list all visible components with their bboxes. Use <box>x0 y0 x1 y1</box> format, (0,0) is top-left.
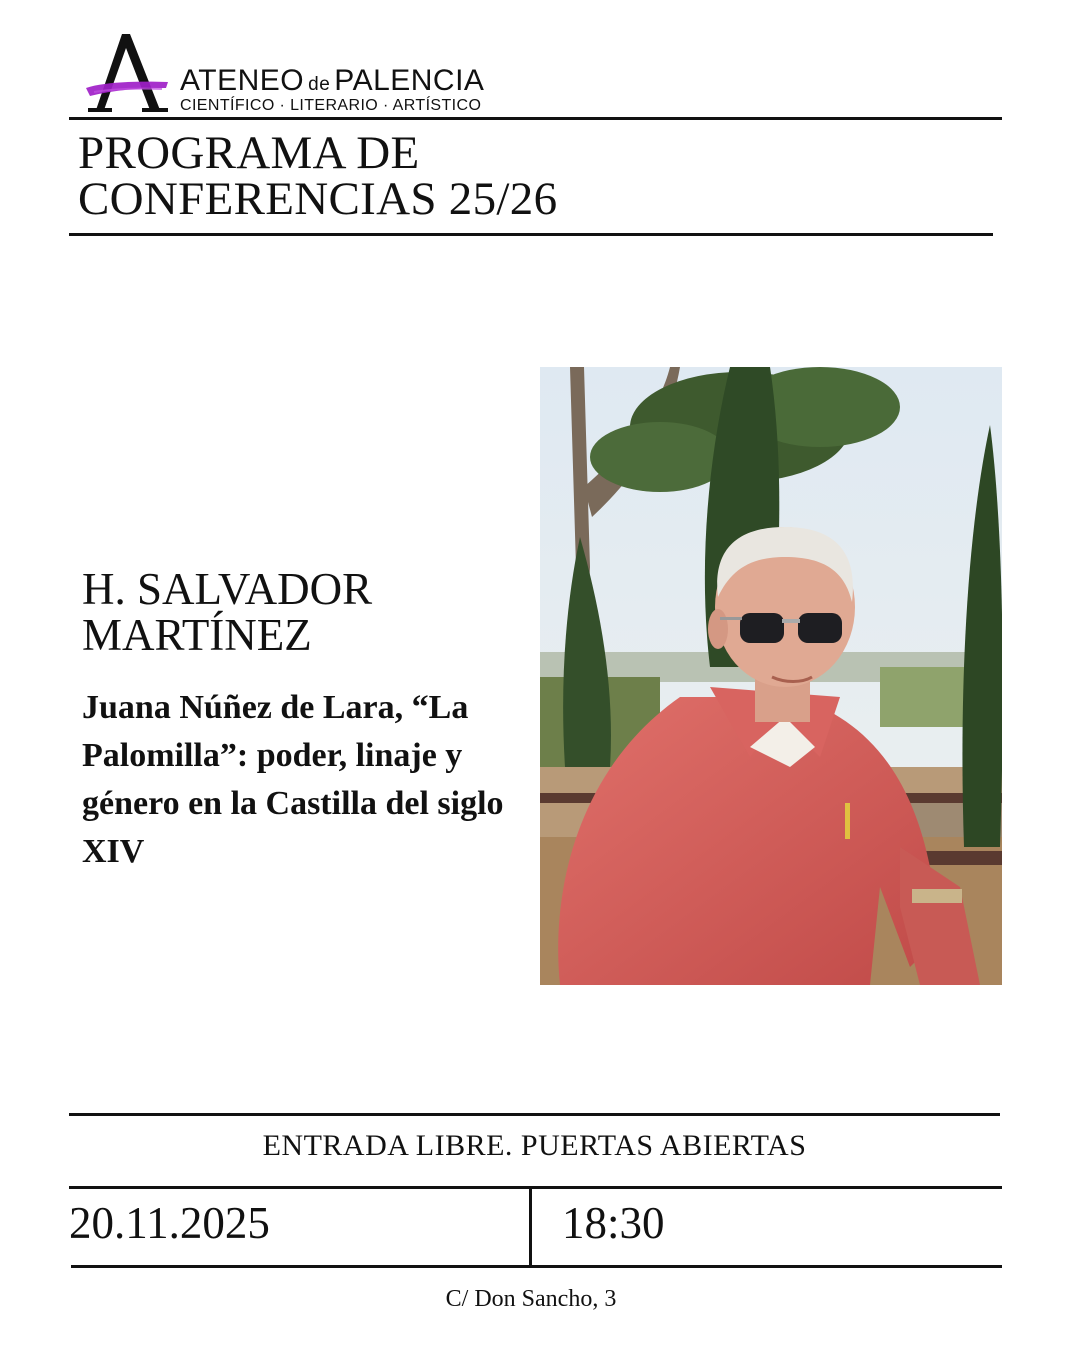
speaker-name-line2: MARTÍNEZ <box>82 610 312 660</box>
footer-bottom-rule <box>71 1265 1002 1268</box>
speaker-name <box>82 566 372 658</box>
header-top-rule <box>69 117 1002 120</box>
speaker-name-line1: H. SALVADOR <box>82 564 373 614</box>
program-title-line1: PROGRAMA DE <box>78 127 420 179</box>
logo-name-de: de <box>308 74 331 95</box>
program-title-line2: CONFERENCIAS 25/26 <box>78 173 558 225</box>
logo-name-ateneo: ATENEO <box>180 64 305 97</box>
logo-subtitle: CIENTÍFICO · LITERARIO · ARTÍSTICO <box>180 97 482 114</box>
footer-top-rule <box>69 1113 1000 1116</box>
logo-letter-a-icon <box>84 32 176 116</box>
logo-name-palencia: PALENCIA <box>334 64 485 97</box>
date-time-divider <box>529 1189 532 1267</box>
event-date: 20.11.2025 <box>69 1198 270 1248</box>
ateneo-logo <box>84 32 504 116</box>
entry-info: ENTRADA LIBRE. PUERTAS ABIERTAS <box>262 1129 807 1162</box>
speaker-photo <box>540 367 1002 985</box>
footer-middle-rule <box>69 1186 1002 1189</box>
logo-name <box>180 66 484 100</box>
event-time: 18:30 <box>562 1198 665 1248</box>
venue-address: C/ Don Sancho, 3 <box>445 1286 617 1312</box>
portrait-photo-icon <box>540 367 1002 985</box>
header-bottom-rule <box>69 233 993 236</box>
program-title <box>78 127 558 225</box>
talk-title: Juana Núñez de Lara, “La Palomilla”: poder, linaje y género en la Castilla del siglo XIV <box>82 689 504 870</box>
